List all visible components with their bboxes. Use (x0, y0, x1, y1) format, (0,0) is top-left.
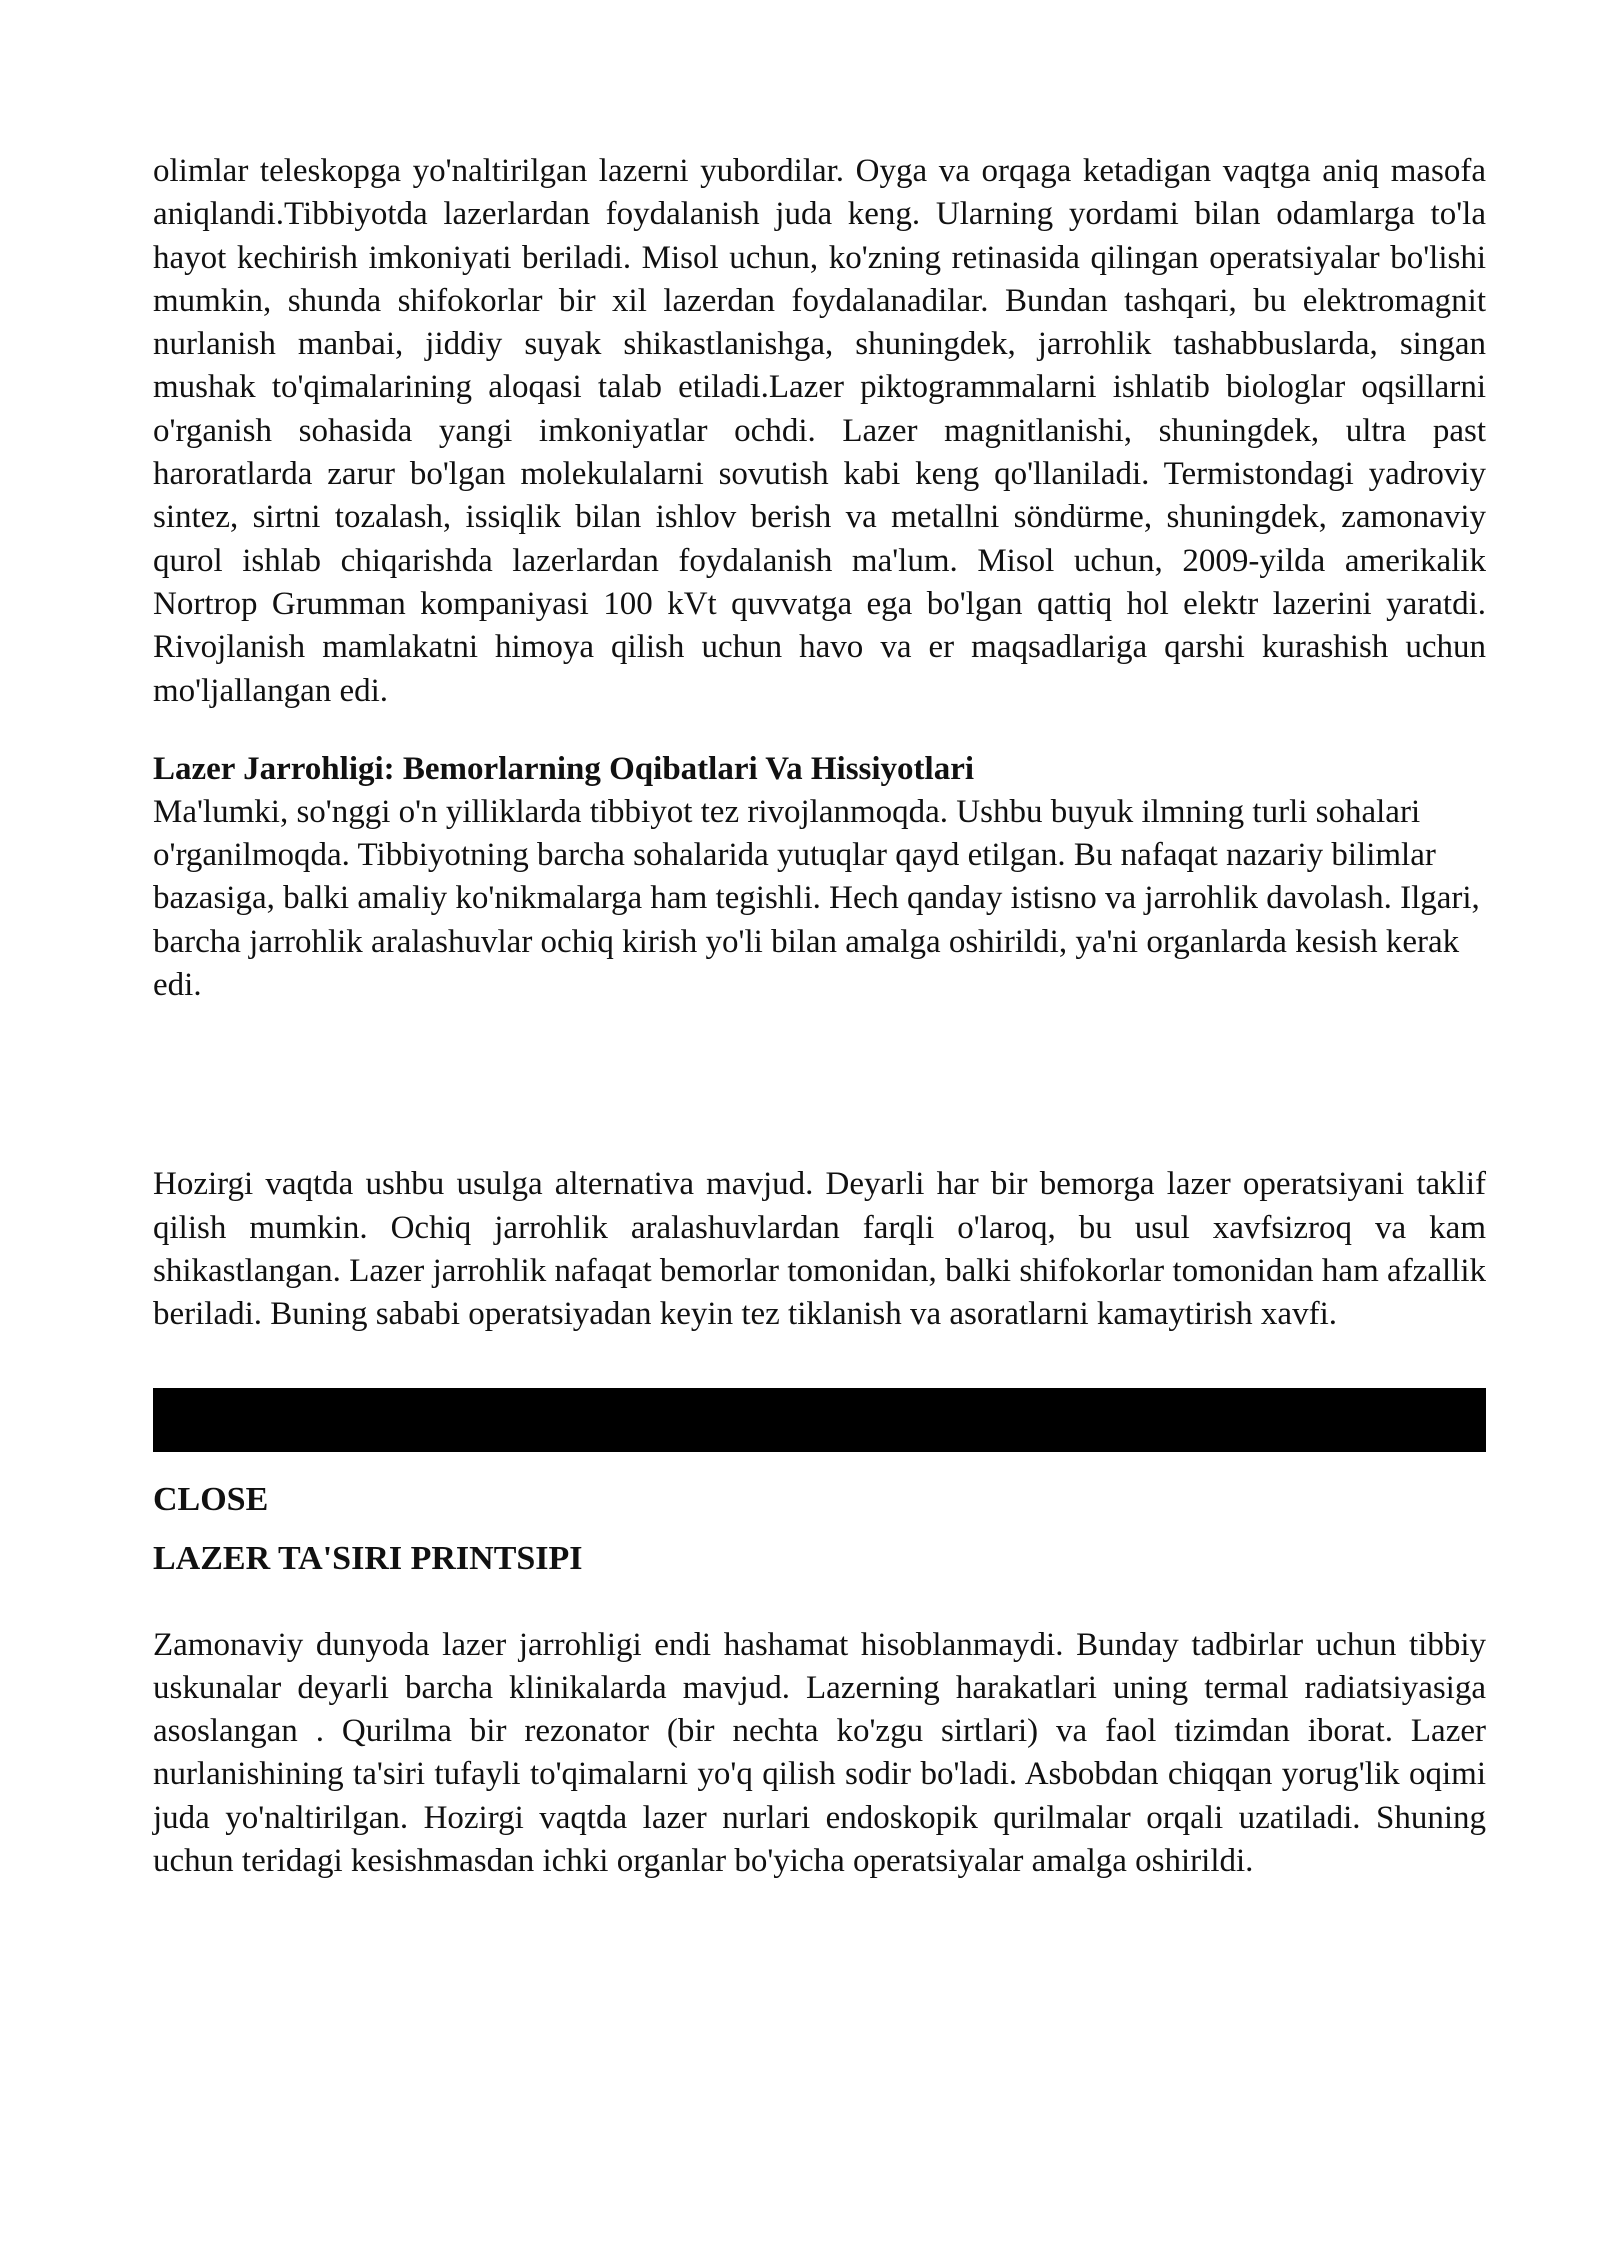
subheading-lazer-jarrohligi: Lazer Jarrohligi: Bemorlarning Oqibatlari Va Hissiyotlari (153, 750, 975, 787)
paragraph-malumki: Ma'lumki, so'nggi o'n yilliklarda tibbiyot tez rivojlanmoqda. Ushbu buyuk ilmning turli sohalari o'rganilmoqda. Tibbiyotning barcha sohalarida yutuqlar qayd etilgan. Bu nafaqat nazariy bilimlar bazasiga, balki amaliy ko'nikmalarga ham tegishli. Hech qanday istisno va jarrohlik davolash. Ilgari, barcha jarrohlik aralashuvlar ochiq kirish yo'li bilan amalga oshirildi, ya'ni organlarda kesish kerak edi. (153, 793, 1480, 1004)
close-button[interactable]: CLOSE (153, 1480, 269, 1518)
section-heading-lazer-tasiri: LAZER TA'SIRI PRINTSIPI (153, 1539, 583, 1577)
paragraph-hozirgi: Hozirgi vaqtda ushbu usulga alternativa mavjud. Deyarli har bir bemorga lazer operatsiyani taklif qilish mumkin. Ochiq jarrohlik aralashuvlardan farqli o'laroq, bu usul xavfsizroq va kam shikastlangan. Lazer jarrohlik nafaqat bemorlar tomonidan, balki shifokorlar tomonidan ham afzallik beriladi. Buning sababi operatsiyadan keyin tez tiklanish va asoratlarni kamaytirish xavfi. (153, 1166, 1486, 1333)
black-banner-bar (153, 1388, 1486, 1452)
document-page (153, 150, 1486, 1883)
paragraph-zamonaviy: Zamonaviy dunyoda lazer jarrohligi endi hashamat hisoblanmaydi. Bunday tadbirlar uchun tibbiy uskunalar deyarli barcha klinikalarda mavjud. Lazerning harakatlari uning termal radiatsiyasiga asoslangan . Qurilma bir rezonator (bir nechta ko'zgu sirtlari) va faol tizimdan iborat. Lazer nurlanishining ta'siri tufayli to'qimalarni yo'q qilish sodir bo'ladi. Asbobdan chiqqan yorug'lik oqimi juda yo'naltirilgan. Hozirgi vaqtda lazer nurlari endoskopik qurilmalar orqali uzatiladi. Shuning uchun teridagi kesishmasdan ichki organlar bo'yicha operatsiyalar amalga oshirildi. (153, 1626, 1486, 1880)
paragraph-intro: olimlar teleskopga yo'naltirilgan lazerni yubordilar. Oyga va orqaga ketadigan vaqtga aniq masofa aniqlandi.Tibbiyotda lazerlardan foydalanish juda keng. Ularning yordami bilan odamlarga to'la hayot kechirish imkoniyati beriladi. Misol uchun, ko'zning retinasida qilingan operatsiyalar bo'lishi mumkin, shunda shifokorlar bir xil lazerdan foydalanadilar. Bundan tashqari, bu elektromagnit nurlanish manbai, jiddiy suyak shikastlanishga, shuningdek, jarrohlik tashabbuslarda, singan mushak to'qimalarining aloqasi talab etiladi.Lazer piktogrammalarni ishlatib biologlar oqsillarni o'rganish sohasida yangi imkoniyatlar ochdi. Lazer magnitlanishi, shuningdek, ultra past haroratlarda zarur bo'lgan molekulalarni sovutish kabi keng qo'llaniladi. Termistondagi yadroviy sintez, sirtni tozalash, issiqlik bilan ishlov berish va metallni söndürme, shuningdek, zamonaviy qurol ishlab chiqarishda lazerlardan foydalanish ma'lum. Misol uchun, 2009-yilda amerikalik Nortrop Grumman kompaniyasi 100 kVt quvvatga ega bo'lgan qattiq hol elektr lazerini yaratdi. Rivojlanish mamlakatni himoya qilish uchun havo va er maqsadlariga qarshi kurashish uchun mo'ljallangan edi. (153, 153, 1486, 709)
